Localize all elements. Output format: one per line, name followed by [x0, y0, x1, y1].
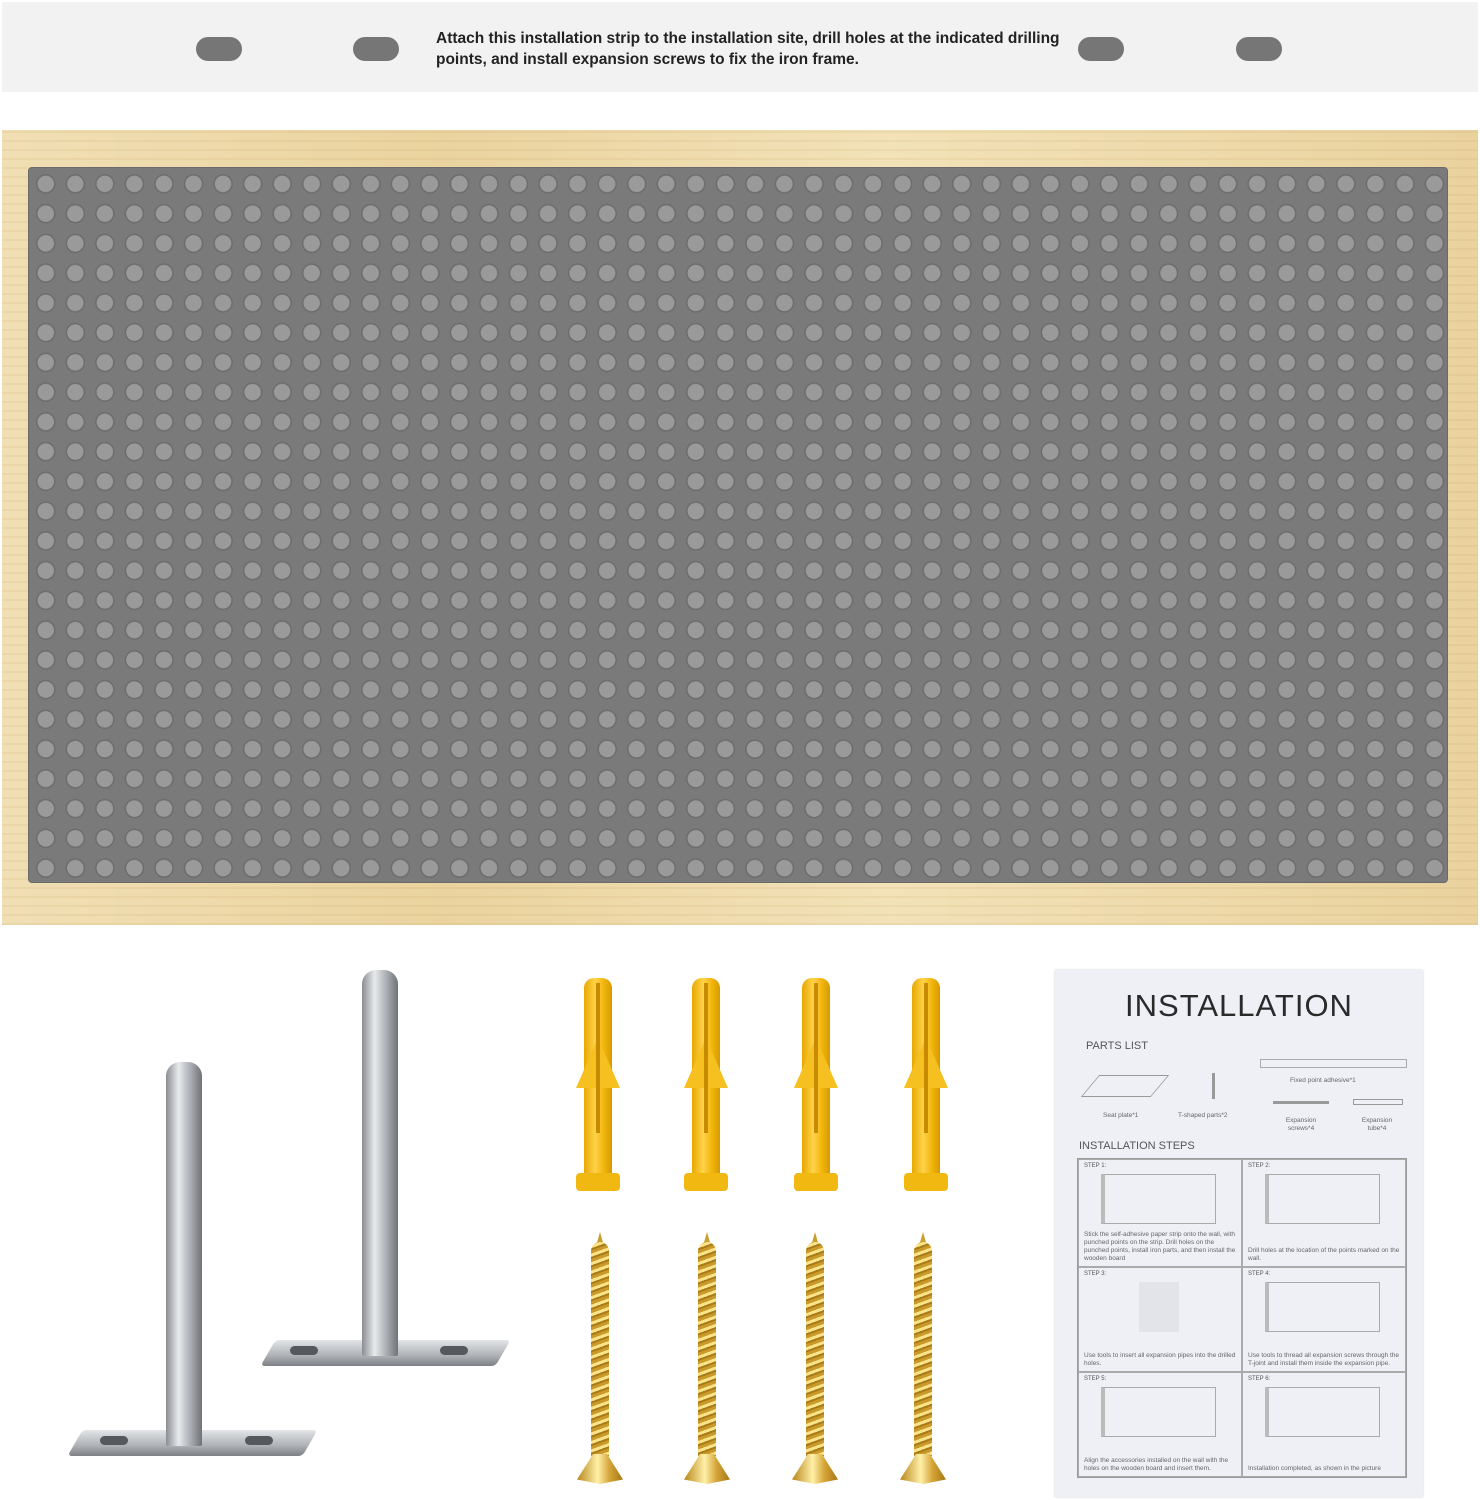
step-text: Align the accessories installed on the wall with the holes on the wooden board and insert them.: [1084, 1457, 1229, 1472]
t-part-drawing: [1212, 1073, 1215, 1099]
step-2: [1242, 1159, 1406, 1267]
step-text: Use tools to insert all expansion pipes into the drilled holes.: [1084, 1352, 1236, 1367]
drill-point: [196, 37, 242, 61]
part-label: Seat plate*1: [1103, 1112, 1139, 1119]
step-illustration: [1101, 1387, 1216, 1437]
part-label: Expansion screws*4: [1285, 1117, 1317, 1132]
step-label: STEP 6:: [1248, 1376, 1271, 1382]
step-text: Drill holes at the location of the points marked on the wall.: [1248, 1247, 1400, 1262]
seat-plate-drawing: [1081, 1075, 1169, 1097]
step-illustration: [1101, 1174, 1216, 1224]
step-text: Stick the self-adhesive paper strip onto the wall, with punched points on the strip. Drill holes on the punched points, install iron parts, and then install the wooden board: [1084, 1231, 1236, 1262]
expansion-screw: [900, 1232, 946, 1492]
step-label: STEP 4:: [1248, 1271, 1271, 1277]
step-text: Installation completed, as shown in the picture: [1248, 1465, 1381, 1472]
expansion-screw: [577, 1232, 623, 1492]
expansion-tube: [904, 978, 948, 1213]
expansion-tube: [684, 978, 728, 1213]
drill-point: [1236, 37, 1282, 61]
step-label: STEP 1:: [1084, 1163, 1107, 1169]
step-3: [1078, 1267, 1242, 1372]
steps-grid: [1077, 1158, 1407, 1478]
step-illustration: [1265, 1282, 1380, 1332]
screw-drawing: [1273, 1101, 1329, 1104]
wooden-board: [2, 130, 1478, 925]
part-label: Expansion tube*4: [1361, 1117, 1393, 1132]
step-6: [1242, 1372, 1406, 1477]
installation-sheet: [1055, 970, 1423, 1497]
drill-point: [1078, 37, 1124, 61]
expansion-screw: [684, 1232, 730, 1492]
gray-baseplate: [28, 167, 1448, 883]
step-5: [1078, 1372, 1242, 1477]
strip-instruction-text: Attach this installation strip to the installation site, drill holes at the indicated drilling points, and install expansion screws to fix the iron frame.: [436, 30, 1060, 68]
expansion-tube: [576, 978, 620, 1213]
expansion-tube: [794, 978, 838, 1213]
drill-point: [353, 37, 399, 61]
step-4: [1242, 1267, 1406, 1372]
tube-drawing: [1353, 1099, 1403, 1105]
steps-heading: INSTALLATION STEPS: [1079, 1140, 1195, 1152]
step-label: STEP 3:: [1084, 1271, 1107, 1277]
parts-list-heading: PARTS LIST: [1086, 1040, 1148, 1052]
sheet-title: INSTALLATION: [1125, 988, 1353, 1023]
step-illustration: [1265, 1174, 1380, 1224]
installation-strip: [2, 2, 1478, 92]
step-1: [1078, 1159, 1242, 1267]
hammer-illustration: [1139, 1282, 1179, 1332]
step-text: Use tools to thread all expansion screws through the T-joint and install them inside the expansion pipe.: [1248, 1352, 1400, 1367]
part-label: T-shaped parts*2: [1178, 1112, 1228, 1119]
step-illustration: [1265, 1387, 1380, 1437]
adhesive-strip-drawing: [1260, 1059, 1407, 1068]
step-label: STEP 5:: [1084, 1376, 1107, 1382]
expansion-screw: [792, 1232, 838, 1492]
step-label: STEP 2:: [1248, 1163, 1271, 1169]
part-label: Fixed point adhesive*1: [1290, 1077, 1356, 1084]
